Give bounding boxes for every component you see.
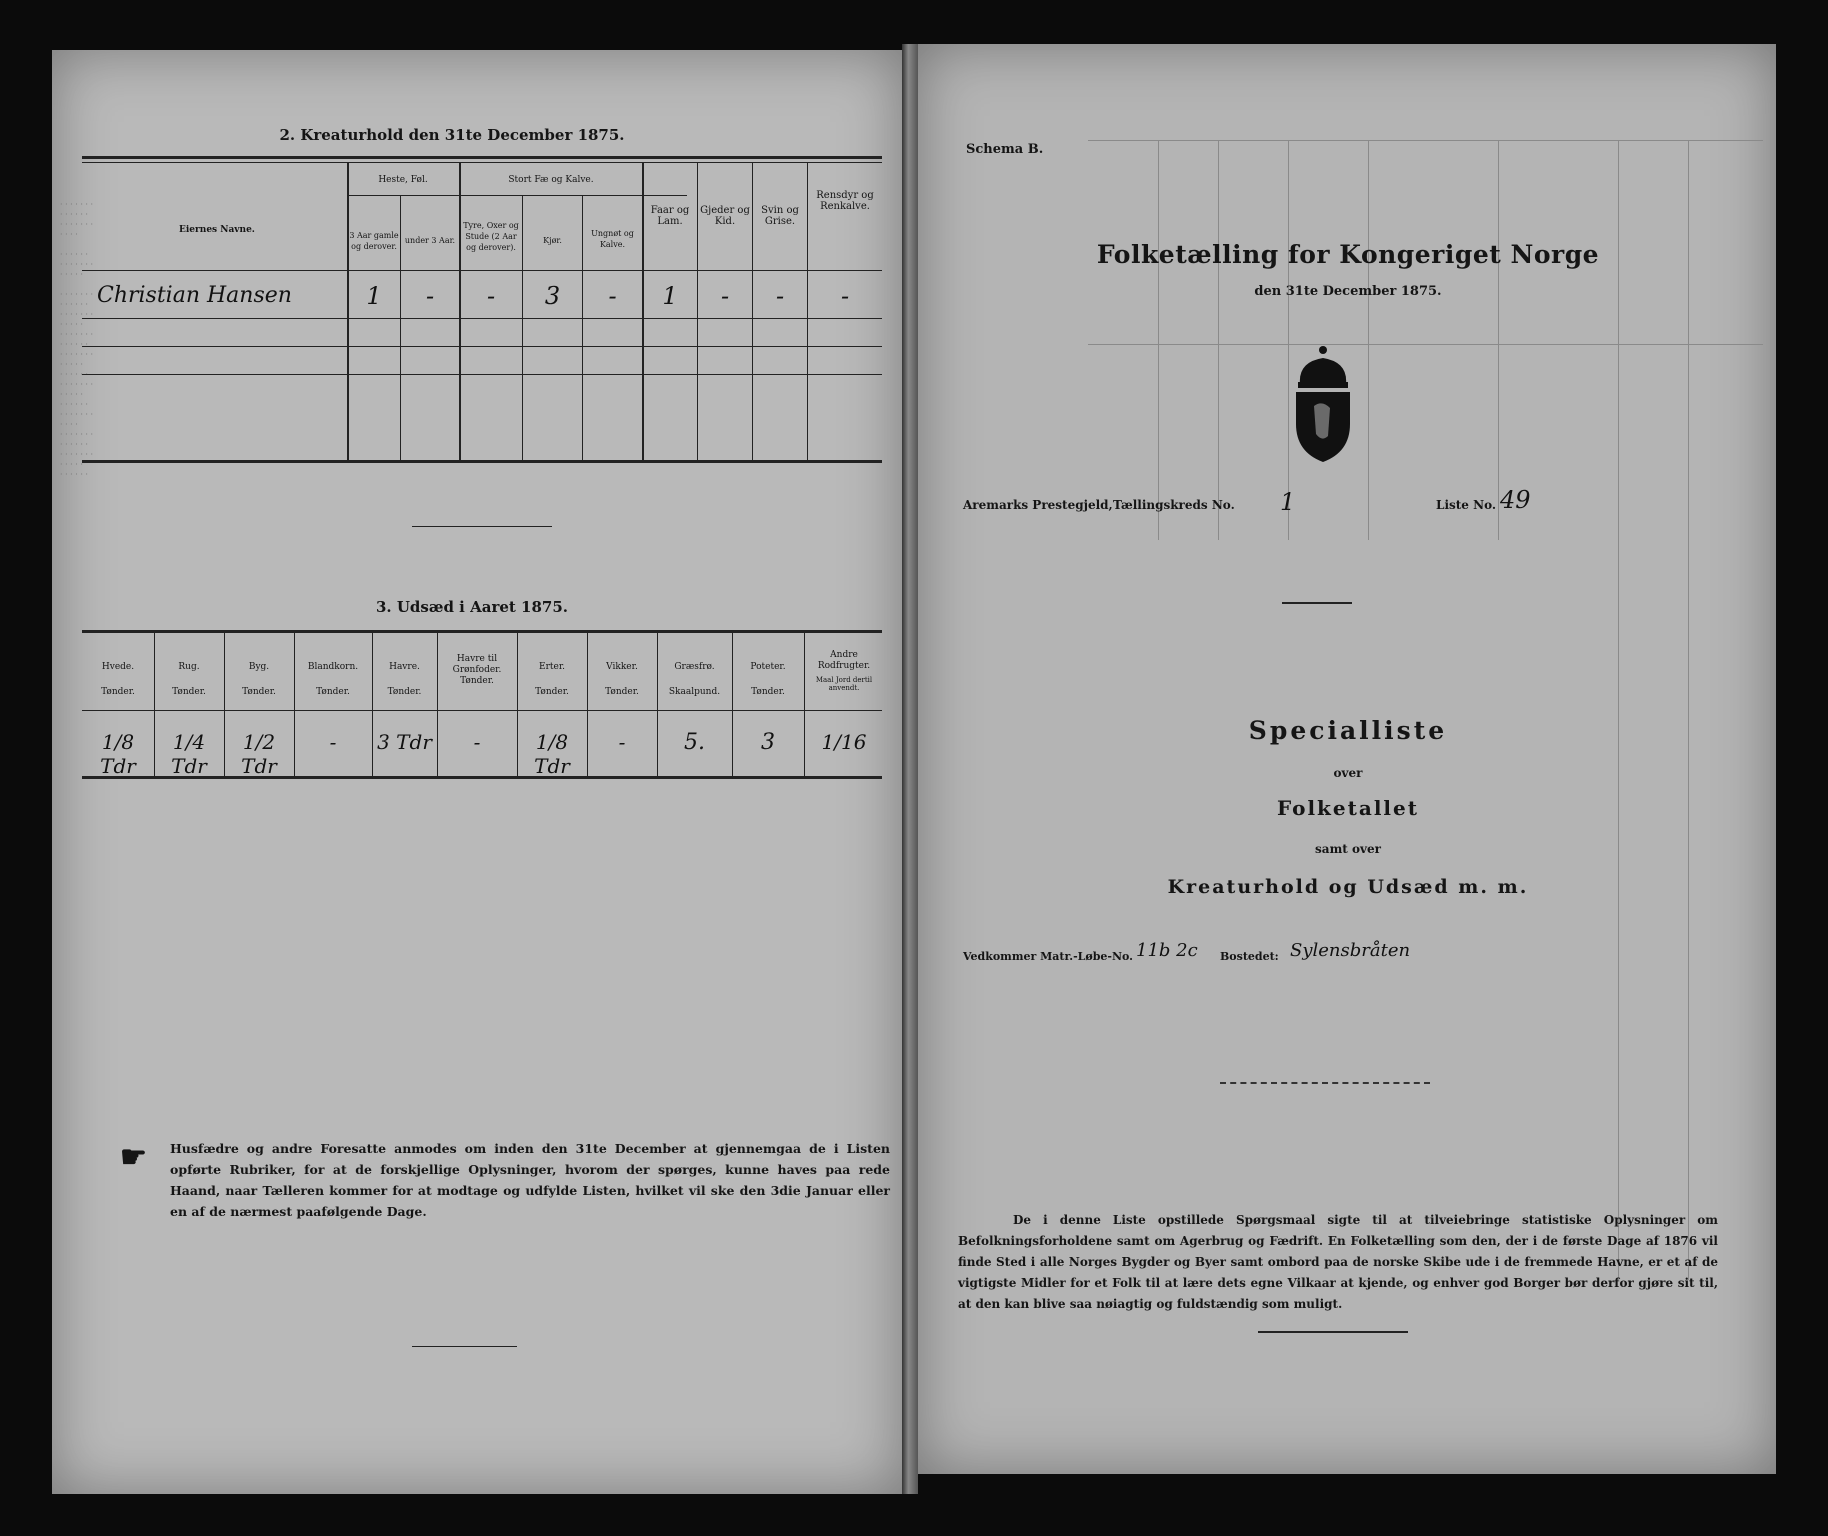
val-bulls-oxen: - (486, 282, 496, 310)
matr-value: 11b 2c (1136, 940, 1198, 961)
book-spine (902, 44, 918, 1494)
seed-col-name: Rug. (178, 662, 200, 672)
seed-value: 1/4 Tdr (171, 730, 207, 778)
col-horses-3yr: 3 Aar gamle og derover. (349, 231, 399, 251)
owner-column-header: Eiernes Navne. (179, 225, 255, 235)
district-number: 1 (1280, 488, 1296, 516)
seed-col-name: Havre. (389, 662, 420, 672)
samt-over-text: samt over (1315, 842, 1381, 856)
val-horses-under3: - (425, 282, 435, 310)
seed-col-name: Havre til Grønfoder. (452, 654, 502, 675)
val-young-cattle: - (608, 282, 617, 310)
seed-col-unit: Tønder. (460, 676, 494, 686)
divider (1220, 1082, 1430, 1084)
left-page (52, 50, 902, 1494)
bosted-value: Sylensbråten (1290, 940, 1411, 961)
seed-value: 1/8 Tdr (534, 730, 570, 778)
seed-col-unit: Tønder. (751, 687, 785, 697)
notice-text: Husfædre og andre Foresatte anmodes om inden den 31te December at gjennemgaa de i Listen opførte Rubriker, for at de forskjellige Oplysninger, hvorom der spørges, kunne haves paa rede Haand, naar Tælleren kommer for at modtage og udfylde Listen, hvilket vil ske den 3die Januar eller en af de nærmest paafølgende Dage. (170, 1141, 890, 1219)
seed-value: 1/16 (821, 730, 867, 754)
col-pigs: Svin og Grise. (761, 205, 799, 227)
livestock-section-title: 2. Kreaturhold den 31te December 1875. (279, 126, 625, 144)
seed-value: 3 (761, 730, 775, 755)
document-subtitle: den 31te December 1875. (1254, 284, 1442, 299)
divider (412, 1346, 517, 1347)
seed-col-unit: Tønder. (605, 687, 639, 697)
col-cows: Kjør. (543, 236, 562, 245)
val-sheep: 1 (662, 282, 678, 310)
seed-col-name: Erter. (539, 662, 565, 672)
seed-col-unit: Tønder. (387, 687, 422, 697)
document-title: Folketælling for Kongeriget Norge (1096, 240, 1600, 269)
seed-col-name: Poteter. (750, 662, 786, 672)
folketallet-heading: Folketallet (1277, 796, 1419, 820)
val-pigs: - (775, 282, 785, 310)
cattle-group-header: Stort Fæ og Kalve. (508, 175, 594, 185)
seed-col-unit: Tønder. (535, 687, 569, 697)
pointing-hand-icon: ☛ (120, 1140, 147, 1175)
specialliste-heading: Specialliste (1248, 716, 1448, 745)
bosted-label: Bostedet: (1220, 950, 1279, 963)
seed-value: 3 Tdr (377, 730, 432, 754)
seed-col-name: Græsfrø. (674, 662, 715, 672)
col-reindeer: Rensdyr og Renkalve. (816, 190, 874, 212)
right-page (918, 44, 1776, 1474)
list-number: 49 (1500, 486, 1531, 514)
col-young-cattle: Ungnøt og Kalve. (591, 229, 634, 249)
val-cows: 3 (544, 282, 561, 310)
seed-col-unit: Maal Jord dertil anvendt. (815, 676, 873, 692)
seed-col-name: Byg. (248, 662, 270, 672)
seed-value: - (329, 730, 337, 754)
seed-section-title: 3. Udsæd i Aaret 1875. (375, 598, 569, 616)
divider (412, 526, 552, 527)
coat-of-arms-icon (1278, 344, 1368, 464)
val-goats: - (720, 282, 730, 310)
seed-value: - (618, 730, 626, 754)
seed-value: 1/2 Tdr (241, 730, 277, 778)
val-reindeer: - (840, 282, 850, 310)
matr-label: Vedkommer Matr.-Løbe-No. (963, 950, 1133, 963)
col-horses-under3: under 3 Aar. (404, 236, 456, 245)
seed-col-unit: Tønder. (172, 687, 206, 697)
over-text: over (1333, 766, 1363, 780)
owner-name: Christian Hansen (97, 283, 292, 308)
seed-col-name: Vikker. (606, 662, 638, 672)
divider (1282, 602, 1352, 604)
col-goats: Gjeder og Kid. (700, 205, 750, 227)
district-label: Tællingskreds No. (1113, 498, 1235, 512)
seed-value: - (473, 730, 481, 754)
horses-group-header: Heste, Føl. (378, 175, 428, 185)
seed-col-name: Blandkorn. (307, 662, 359, 672)
seed-col-unit: Tønder. (242, 687, 276, 697)
explanatory-paragraph: De i denne Liste opstillede Spørgsmaal sigte til at tilveiebringe statistiske Oplysninger om Befolkningsforholdene samt om Agerbrug og Fædrift. En Folketælling som den, der i de første Dage af 1876 vil finde Sted i alle Norges Bygder og Byer samt ombord paa de norske Skibe ude i de fremmede Havne, er et af de vigtigste Midler for et Folk til at lære dets egne Vilkaar at kjende, og enhver god Borger bør derfor gjøre sit til, at den kan blive saa nøiagtig og fuldstændig som muligt. (958, 1213, 1718, 1311)
seed-value: 1/8 Tdr (100, 730, 136, 778)
divider (1258, 1331, 1408, 1333)
seed-col-name: Hvede. (101, 662, 135, 672)
list-label: Liste No. (1436, 498, 1497, 512)
kreaturhold-heading: Kreaturhold og Udsæd m. m. (1167, 876, 1529, 898)
seed-value: 5. (684, 730, 705, 755)
parish-label: Aremarks Prestegjeld, (963, 498, 1113, 512)
bleed-through-text: · · · · · · · · · · · · · · · · · · · · · · · · · · · · · · · · · · · · · · · · · · · · · · · · · · · · · · · · · · · · · · · · · · · · · · · · · · · · · · · · · · · · · · · · · · · · · · · · · · · · · · · · · · · · · · · · · · · · · · · · · · · · · · · · · · · · · · · · · · · · · · · · · · · · · · · · · · · · · · (60, 200, 94, 479)
col-bulls-oxen: Tyre, Oxer og Stude (2 Aar og derover). (463, 221, 519, 252)
seed-col-unit: Tønder. (101, 687, 135, 697)
schema-label: Schema B. (966, 142, 1044, 157)
col-sheep: Faar og Lam. (650, 205, 690, 227)
seed-col-unit: Tønder. (316, 687, 350, 697)
val-horses-3yr: 1 (366, 282, 382, 310)
seed-col-unit: Skaalpund. (668, 687, 721, 697)
seed-col-name: Andre Rodfrugter. (817, 650, 871, 671)
